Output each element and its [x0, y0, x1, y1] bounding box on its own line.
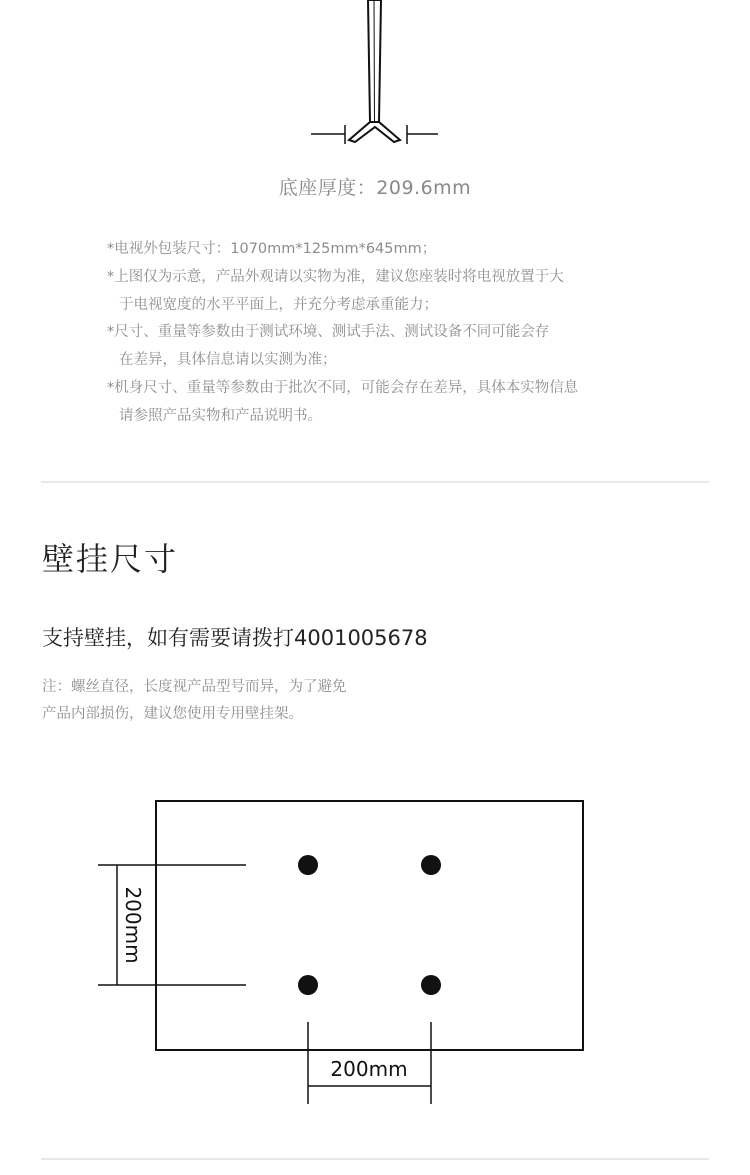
tv-panel-inner-line [374, 0, 375, 122]
section-divider-top [41, 481, 709, 483]
note-line: *尺寸、重量等参数由于测试环境、测试手法、测试设备不同可能会存 [107, 324, 550, 341]
note-line: 请参照产品实物和产品说明书。 [119, 407, 322, 424]
note-line: 在差异，具体信息请以实测为准； [119, 352, 337, 369]
mount-hole [298, 975, 318, 995]
mount-hole [298, 855, 318, 875]
section-divider-bottom [41, 1158, 709, 1160]
note-line: *上图仅为示意，产品外观请以实物为准，建议您座装时将电视放置于大 [107, 268, 564, 285]
wall-mount-note [42, 674, 347, 728]
stand-depth-label: 底座厚度：209.6mm [278, 177, 472, 199]
tv-back-outline [156, 801, 583, 1050]
vertical-dimension-label: 200mm [121, 886, 145, 964]
horizontal-dimension-label: 200mm [330, 1057, 408, 1081]
stand-base-legs [349, 122, 400, 142]
wall-note-line: 注：螺丝直径，长度视产品型号而异，为了避免 [42, 679, 347, 695]
mount-hole [421, 855, 441, 875]
notes-list [107, 236, 727, 431]
tv-stand-side-diagram [0, 0, 750, 160]
wall-mount-diagram [0, 780, 750, 1120]
note-line: *机身尺寸、重量等参数由于批次不同，可能会存在差异，具体本实物信息 [107, 379, 579, 396]
wall-note-line: 产品内部损伤，建议您使用专用壁挂架。 [42, 706, 303, 722]
mount-hole [421, 975, 441, 995]
note-line: *电视外包装尺寸：1070mm*125mm*645mm； [107, 241, 437, 257]
wall-mount-subtitle: 支持壁挂，如有需要请拨打4001005678 [42, 626, 428, 650]
wall-mount-title: 壁挂尺寸 [42, 540, 179, 578]
note-line: 于电视宽度的水平平面上，并充分考虑承重能力； [119, 296, 438, 313]
